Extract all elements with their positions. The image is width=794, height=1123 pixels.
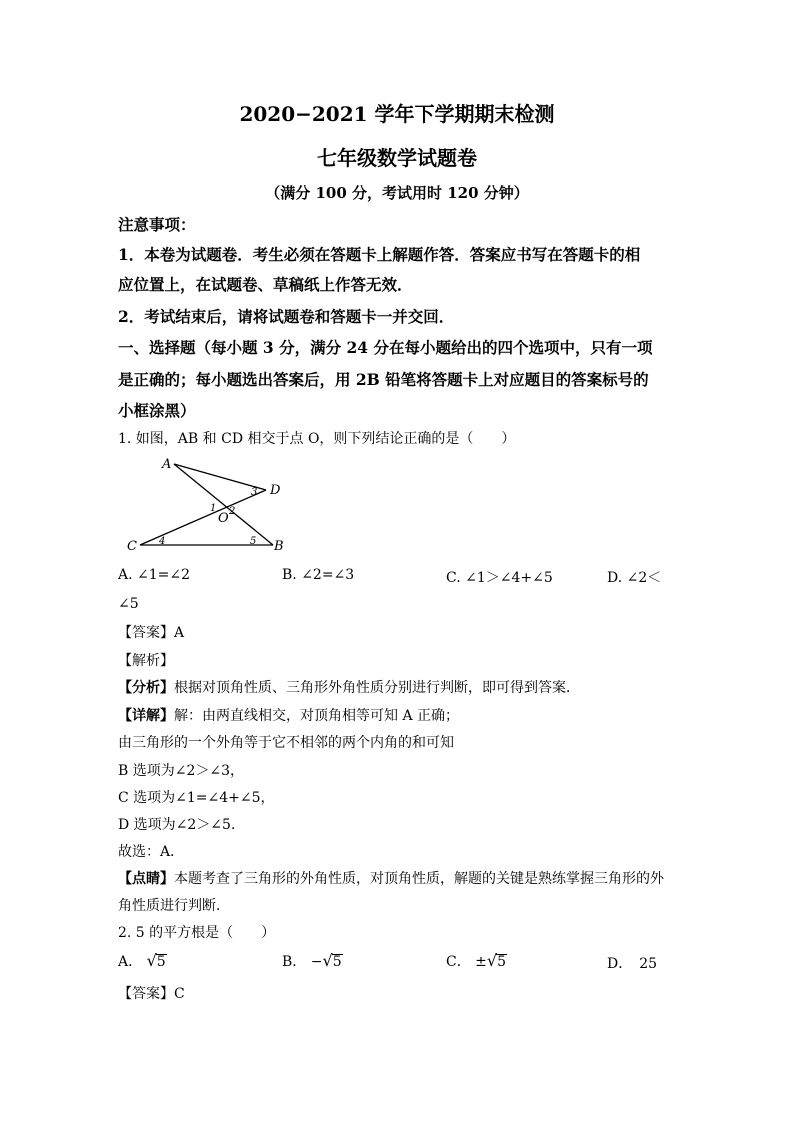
section1-line1: 一、选择题（每小题 3 分，满分 24 分在每小题给出的四个选项中，只有一项 bbox=[118, 338, 653, 357]
q1-dianjing-cont: 角性质进行判断． bbox=[118, 898, 230, 914]
dianjing-tag: 【点睛】 bbox=[118, 871, 174, 887]
notice-item2: 2．考试结束后，请将试题卷和答题卡一并交回． bbox=[118, 307, 455, 326]
q2-option-b-label: B． bbox=[282, 954, 307, 970]
q2-option-d: D． 25 bbox=[607, 956, 658, 972]
q2-option-c-label: C． bbox=[446, 954, 471, 970]
q1-fenxi bbox=[118, 677, 580, 697]
angle-3-label: 3 bbox=[251, 487, 258, 498]
exam-title: 2020−2021 学年下学期期末检测 bbox=[239, 102, 555, 126]
q2-option-a-label: A． bbox=[118, 954, 143, 970]
q1-option-a: A. ∠1=∠2 bbox=[118, 567, 191, 583]
q2-answer: 【答案】C bbox=[118, 986, 185, 1002]
angle-5-label: 5 bbox=[250, 536, 257, 547]
label-o: O bbox=[218, 511, 229, 526]
plus-minus-sign: ± bbox=[475, 954, 487, 970]
angle-2-label: 2 bbox=[229, 506, 236, 517]
score-note: （满分 100 分，考试用时 120 分钟） bbox=[265, 184, 529, 202]
segment-ab bbox=[174, 464, 273, 545]
q2-option-b bbox=[282, 951, 343, 971]
label-d: D bbox=[270, 483, 281, 498]
angle-4-label: 4 bbox=[159, 536, 166, 547]
q1-line-c: C 选项为∠1=∠4+∠5， bbox=[118, 790, 275, 806]
angle-1-label: 1 bbox=[210, 503, 217, 514]
label-b: B bbox=[274, 539, 284, 552]
q2-option-a bbox=[118, 951, 167, 971]
q1-exterior-angle-note: 由三角形的一个外角等于它不相邻的两个内角的和可知 bbox=[118, 735, 454, 751]
label-a: A bbox=[162, 457, 172, 472]
fenxi-text: 根据对顶角性质、三角形外角性质分别进行判断，即可得到答案． bbox=[174, 680, 580, 696]
q2-stem: 2. 5 的平方根是（ ） bbox=[118, 925, 276, 941]
q1-figure bbox=[118, 452, 298, 552]
sqrt-sign: √ bbox=[322, 951, 333, 970]
label-c: C bbox=[127, 539, 137, 552]
q1-option-d-cont: ∠5 bbox=[118, 596, 139, 612]
exam-subtitle: 七年级数学试题卷 bbox=[317, 146, 477, 170]
radicand: 5 bbox=[332, 954, 342, 970]
radicand: 5 bbox=[497, 954, 507, 970]
q1-option-d: D. ∠2＜ bbox=[607, 570, 662, 586]
minus-sign: − bbox=[310, 954, 323, 970]
section1-line2: 是正确的；每小题选出答案后，用 2B 铅笔将答题卡上对应题目的答案标号的 bbox=[118, 370, 649, 389]
q1-detail bbox=[118, 705, 459, 725]
q1-option-b: B. ∠2=∠3 bbox=[282, 567, 355, 583]
q1-line-d: D 选项为∠2＞∠5． bbox=[118, 817, 245, 833]
section1-line3: 小框涂黑） bbox=[118, 401, 196, 420]
q1-stem: 1. 如图，AB 和 CD 相交于点 O，则下列结论正确的是（ ） bbox=[118, 431, 516, 447]
q1-dianjing bbox=[118, 868, 664, 888]
q1-line-b: B 选项为∠2＞∠3， bbox=[118, 763, 245, 779]
sqrt-sign: √ bbox=[486, 951, 498, 970]
sqrt-sign: √ bbox=[146, 951, 157, 970]
notice-item1-line1: 1．本卷为试题卷．考生必须在答题卡上解题作答．答案应书写在答题卡的相 bbox=[118, 245, 641, 264]
q1-answer: 【答案】A bbox=[118, 625, 185, 641]
q1-option-c: C. ∠1＞∠4+∠5 bbox=[446, 570, 553, 586]
q2-option-c bbox=[446, 951, 507, 971]
notice-heading: 注意事项： bbox=[118, 215, 196, 234]
radicand: 5 bbox=[156, 954, 166, 970]
fenxi-tag: 【分析】 bbox=[118, 680, 174, 696]
q1-choose: 故选：A． bbox=[118, 844, 185, 860]
detail-text: 解：由两直线相交，对顶角相等可知 A 正确； bbox=[174, 708, 460, 724]
detail-tag: 【详解】 bbox=[118, 708, 174, 724]
q1-analysis-heading: 【解析】 bbox=[118, 653, 174, 669]
dianjing-text: 本题考查了三角形的外角性质，对顶角性质，解题的关键是熟练掌握三角形的外 bbox=[174, 871, 664, 887]
notice-item1-line2: 应位置上，在试题卷、草稿纸上作答无效． bbox=[118, 275, 413, 294]
